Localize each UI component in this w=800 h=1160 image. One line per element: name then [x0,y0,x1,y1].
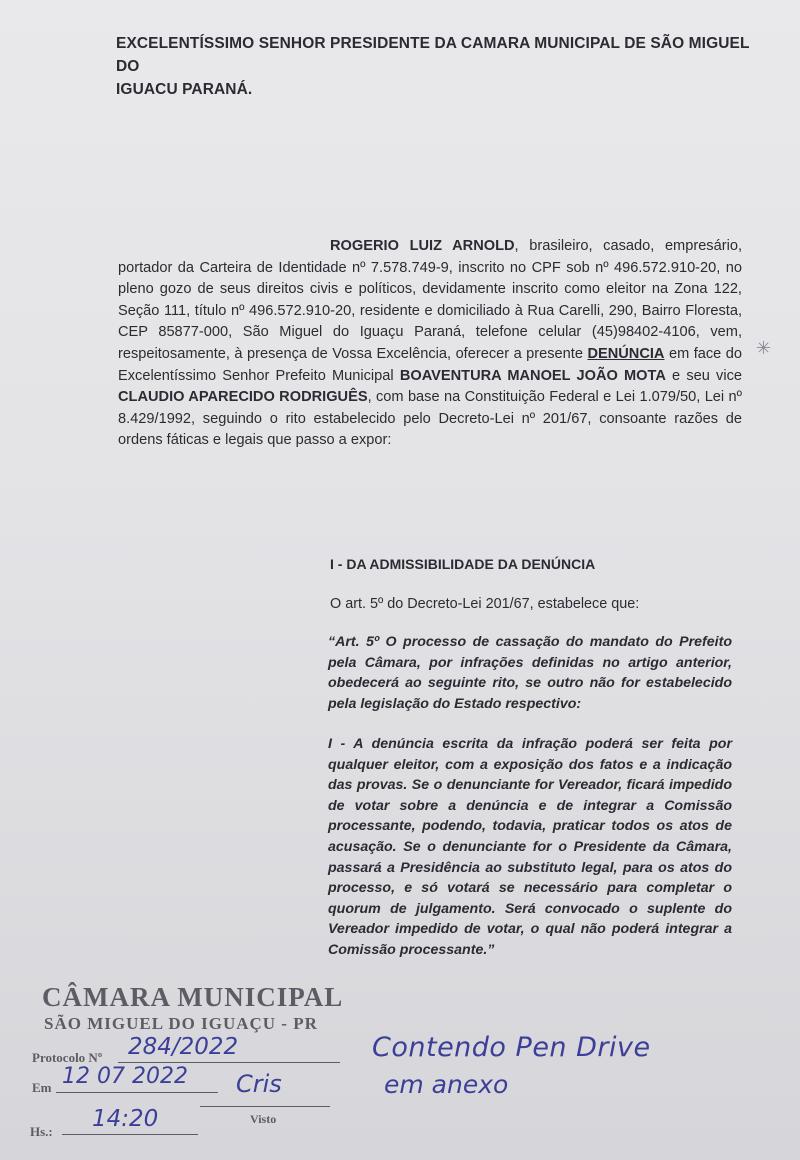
hs-line [62,1134,198,1135]
hs-value: 14:20 [92,1106,159,1132]
vice-mayor-name: CLAUDIO APARECIDO RODRIGUÊS [118,389,368,406]
em-label: Em [32,1080,52,1095]
protocolo-label: Protocolo Nº [32,1050,103,1065]
petition-paragraph [118,236,742,452]
denuncia-keyword: DENÚNCIA [587,345,665,362]
section-intro: O art. 5º do Decreto-Lei 201/67, estabelece que: [330,596,640,612]
visto-signature: Cris [236,1070,282,1098]
petition-text-2: em face do Excelentíssimo Senhor Prefeito Municipal [118,345,742,384]
protocolo-line [118,1062,340,1063]
em-value: 12 07 2022 [62,1064,188,1089]
protocolo-value: 284/2022 [128,1034,239,1060]
section-title: I - DA ADMISSIBILIDADE DA DENÚNCIA [330,556,596,572]
mayor-name: BOAVENTURA MANOEL JOÃO MOTA [399,367,666,384]
petitioner-name: ROGERIO LUIZ ARNOLD [330,238,515,254]
stamp-title: CÂMARA MUNICIPAL [42,982,344,1012]
quote-paragraph-2: I - A denúncia escrita da infração poderá ser feita por qualquer eleitor, com a exposição dos fatos e a indicação das provas. Se o denunciante for Vereador, ficará impedido de votar sobre a denúncia e de integrar a Comissão processante, podendo, todavia, praticar todos os atos de acusação. Se o denunciante for o Presidente da Câmara, passará a Presidência ao substituto legal, para os atos do processo, e só votará se necessário para completar o quorum de julgamento. Será convocado o suplente do Vereador impedido de votar, o qual não poderá integrar a Comissão processante.” [328,736,732,958]
header-line-1: EXCELENTÍSSIMO SENHOR PRESIDENTE DA CAMARA MUNICIPAL DE SÃO MIGUEL DO [116,35,750,75]
visto-label: Visto [250,1112,277,1126]
petition-text-3: e seu vice [665,367,742,384]
petition-text-4: , com base na Constituição Federal e Lei 1.079/50, Lei nº 8.429/1992, seguindo o rito estabelecido pelo Decreto-Lei nº 201/67, consoante razões de ordens fáticas e legais que passo a expor: [118,389,742,449]
stamp-subtitle: SÃO MIGUEL DO IGUAÇU - PR [44,1014,318,1033]
protocol-stamp [30,982,360,1034]
hs-label: Hs.: [30,1124,53,1139]
addressee-header [116,32,766,101]
handwritten-note-line-1: Contendo Pen Drive [372,1032,651,1063]
quote-paragraph-1: “Art. 5º O processo de cassação do mandato do Prefeito pela Câmara, por infrações definidas no artigo anterior, obedecerá ao seguinte rito, se outro não for estabelecido pela legislação do Estado respectivo: [328,634,732,712]
em-line [56,1092,218,1093]
visto-line [200,1106,330,1107]
petition-text-1: , brasileiro, casado, empresário, portador da Carteira de Identidade nº 7.578.749-9, inscrito no CPF sob nº 496.572.910-20, no pleno gozo de seus direitos civis e políticos, devidamente inscrito como eleitor na Zona 122, Seção 111, título nº 496.572.910-20, residente e domiciliado à Rua Carelli, 290, Bairro Floresta, CEP 85877-000, São Miguel do Iguaçu Paraná, telefone celular (45)98402-4106, vem, respeitosamente, à presença de Vossa Excelência, oferecer a presente [118,238,742,362]
handwritten-note-line-2: em anexo [384,1070,509,1099]
ink-mark-icon: ✳ [756,338,772,358]
header-line-2: IGUACU PARANÁ. [116,81,253,98]
